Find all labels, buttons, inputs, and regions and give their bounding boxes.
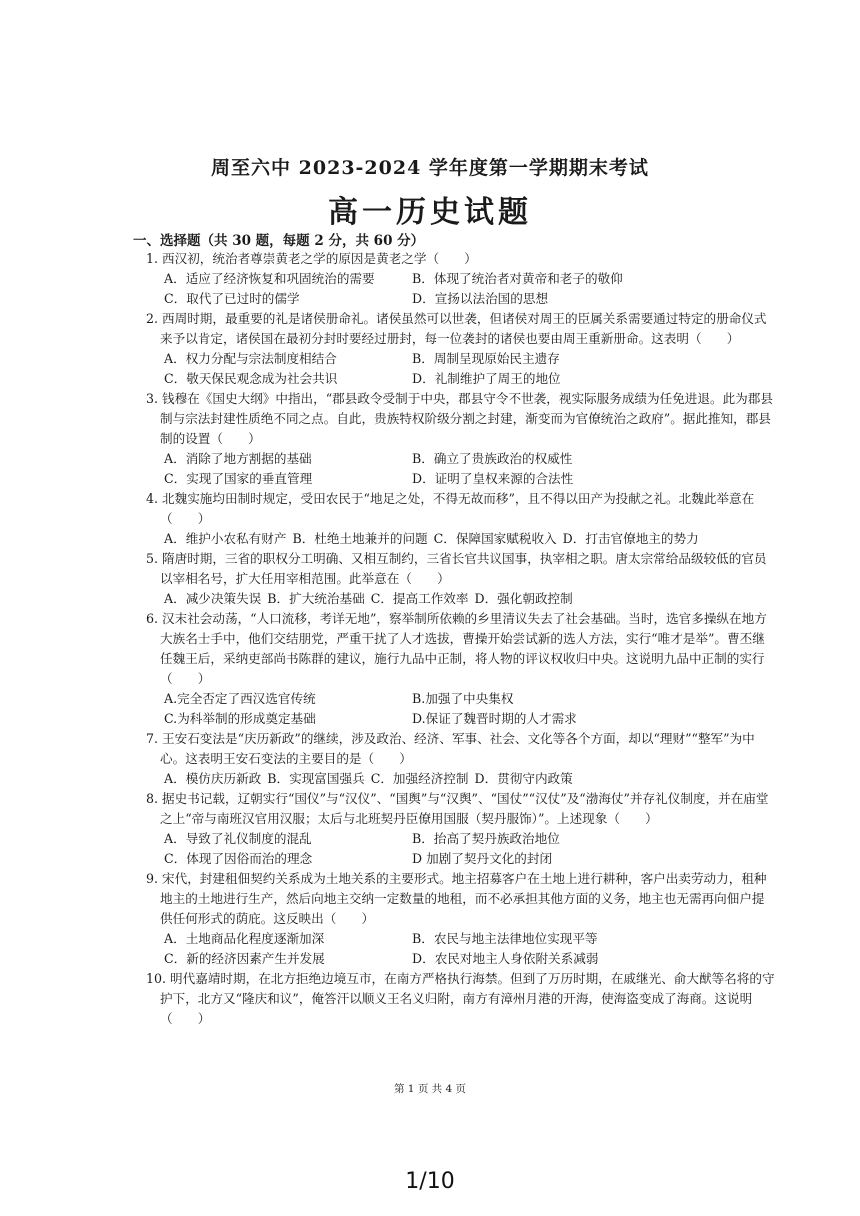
question-options — [146, 449, 776, 489]
question-options — [146, 349, 776, 389]
option-B: B．扩大统治基础 — [267, 591, 365, 606]
option-A: A．土地商品化程度逐渐加深 — [164, 931, 325, 946]
page-footer: 第 1 页 共 4 页 — [393, 1083, 467, 1095]
exam-header: 周至六中 2023-2024 学年度第一学期期末考试 — [211, 157, 649, 179]
option-C: C．敬天保民观念成为社会共识 — [164, 371, 338, 386]
page-indicator: 1/10 — [405, 1169, 455, 1194]
question-options — [146, 829, 776, 869]
option-D: D．农民对地主人身依附关系减弱 — [412, 951, 599, 966]
question-stem: 7. 王安石变法是“庆历新政”的继续，涉及政治、经济、军事、社会、文化等各个方面，却以“理财”“整军”为中心。这表明王安石变法的主要目的是（ ） — [146, 731, 755, 766]
option-A: A．模仿庆历新政 — [164, 771, 262, 786]
option-B: B．实现富国强兵 — [267, 771, 365, 786]
question-6 — [146, 609, 776, 729]
question-stem: 10. 明代嘉靖时期，在北方拒绝边境互市，在南方严格执行海禁。但到了万历时期，在戚继光、俞大猷等名将的守护下，北方又“隆庆和议”，俺答汗以顺义王名义归附，南方有漳州月港的开海，使海盗变成了海商。这说明（ ） — [146, 971, 775, 1026]
option-C: C．加强经济控制 — [370, 771, 469, 786]
option-C: C．保障国家赋税收入 — [433, 531, 557, 546]
option-B: B.加强了中央集权 — [412, 691, 514, 706]
question-stem: 2. 西周时期，最重要的礼是诸侯册命礼。诸侯虽然可以世袭，但诸侯对周王的臣属关系需要通过特定的册命仪式来予以肯定，诸侯国在最初分封时要经过册封，每一位袭封的诸侯也要由周王重新册命。这表明（ ） — [146, 311, 767, 346]
question-stem: 3. 钱穆在《国史大纲》中指出，“郡县政令受制于中央，郡县守令不世袭，视实际服务成绩为任免进退。此为郡县制与宗法封建性质绝不同之点。自此，贵族特权阶级分割之封建，渐变而为官僚统治之政府”。据此推知，郡县制的设置（ ） — [146, 391, 773, 446]
question-2 — [146, 309, 776, 389]
option-B: B．确立了贵族政治的权威性 — [412, 451, 573, 466]
question-options — [146, 769, 776, 789]
option-A: A.完全否定了西汉选官传统 — [164, 691, 316, 706]
section-heading: 一、选择题（共 30 题，每题 2 分，共 60 分） — [133, 233, 425, 249]
question-options — [146, 689, 776, 729]
question-7 — [146, 729, 776, 789]
question-stem: 9. 宋代，封建租佃契约关系成为土地关系的主要形式。地主招募客户在土地上进行耕种，客户出卖劳动力，租种地主的土地进行生产，然后向地主交纳一定数量的地租，而不必承担其他方面的义务，地主也无需再向佃户提供任何形式的荫庇。这反映出（ ） — [146, 871, 767, 926]
option-D: D．打击官僚地主的势力 — [562, 531, 699, 546]
option-C: C．实现了国家的垂直管理 — [164, 471, 313, 486]
question-4 — [146, 489, 776, 549]
option-A: A．适应了经济恢复和巩固统治的需要 — [164, 271, 375, 286]
question-list — [146, 249, 776, 1029]
question-stem: 6. 汉末社会动荡，“人口流移，考详无地”，察举制所依赖的乡里清议失去了社会基础。当时，选官多操纵在地方大族名士手中，他们交结朋党，严重干扰了人才选拔，曹操开始尝试新的选人方法，实行“唯才是举”。曹丕继任魏王后，采纳吏部尚书陈群的建议，施行九品中正制，将人物的评议权收归中央。这说明九品中正制的实行（ ） — [146, 611, 767, 686]
question-3 — [146, 389, 776, 489]
exam-title: 高一历史试题 — [328, 195, 532, 230]
option-B: B．周制呈现原始民主遗存 — [412, 351, 560, 366]
option-D: D 加剧了契丹文化的封闭 — [412, 851, 553, 866]
option-A: A．导致了礼仪制度的混乱 — [164, 831, 312, 846]
question-options — [146, 269, 776, 309]
question-1 — [146, 249, 776, 309]
option-A: A．维护小农私有财产 — [164, 531, 287, 546]
option-D: D.保证了魏晋时期的人才需求 — [412, 711, 577, 726]
option-A: A．消除了地方割据的基础 — [164, 451, 312, 466]
question-5 — [146, 549, 776, 609]
option-D: D．宣扬以法治国的思想 — [412, 291, 549, 306]
option-B: B．抬高了契丹族政治地位 — [412, 831, 560, 846]
question-8 — [146, 789, 776, 869]
question-stem: 4. 北魏实施均田制时规定，受田农民于“地足之处，不得无故而移”，且不得以田产为投献之礼。北魏此举意在（ ） — [146, 491, 755, 526]
question-stem: 1. 西汉初，统治者尊崇黄老之学的原因是黄老之学（ ） — [146, 251, 477, 266]
option-D: D．贯彻守内政策 — [474, 771, 573, 786]
question-options — [146, 589, 776, 609]
question-10 — [146, 969, 776, 1029]
question-options — [146, 529, 776, 549]
question-options — [146, 929, 776, 969]
question-stem: 5. 隋唐时期，三省的职权分工明确、又相互制约，三省长官共议国事，执宰相之职。唐太宗常给品级较低的官员以宰相名号，扩大任用宰相范围。此举意在（ ） — [146, 551, 767, 586]
option-B: B．体现了统治者对黄帝和老子的敬仰 — [412, 271, 623, 286]
question-9 — [146, 869, 776, 969]
option-D: D．礼制维护了周王的地位 — [412, 371, 561, 386]
option-D: D．强化朝政控制 — [474, 591, 573, 606]
question-stem: 8. 据史书记载，辽朝实行“国仪”与“汉仪”、“国舆”与“汉舆”、“国仗”“汉仗”及“渤海仗”并存礼仪制度，并在庙堂之上“帝与南班汉官用汉服；太后与北班契丹臣僚用国服（契丹服饰）”。上述现象（ ） — [146, 791, 769, 826]
option-A: A．权力分配与宗法制度相结合 — [164, 351, 337, 366]
option-C: C．取代了已过时的儒学 — [164, 291, 300, 306]
option-C: C.为科举制的形成奠定基础 — [164, 711, 316, 726]
option-C: C．体现了因俗而治的理念 — [164, 851, 313, 866]
option-A: A．减少决策失误 — [164, 591, 262, 606]
option-B: B．杜绝土地兼并的问题 — [292, 531, 428, 546]
option-D: D．证明了皇权来源的合法性 — [412, 471, 574, 486]
option-C: C．新的经济因素产生并发展 — [164, 951, 325, 966]
option-C: C．提高工作效率 — [370, 591, 469, 606]
option-B: B．农民与地主法律地位实现平等 — [412, 931, 598, 946]
